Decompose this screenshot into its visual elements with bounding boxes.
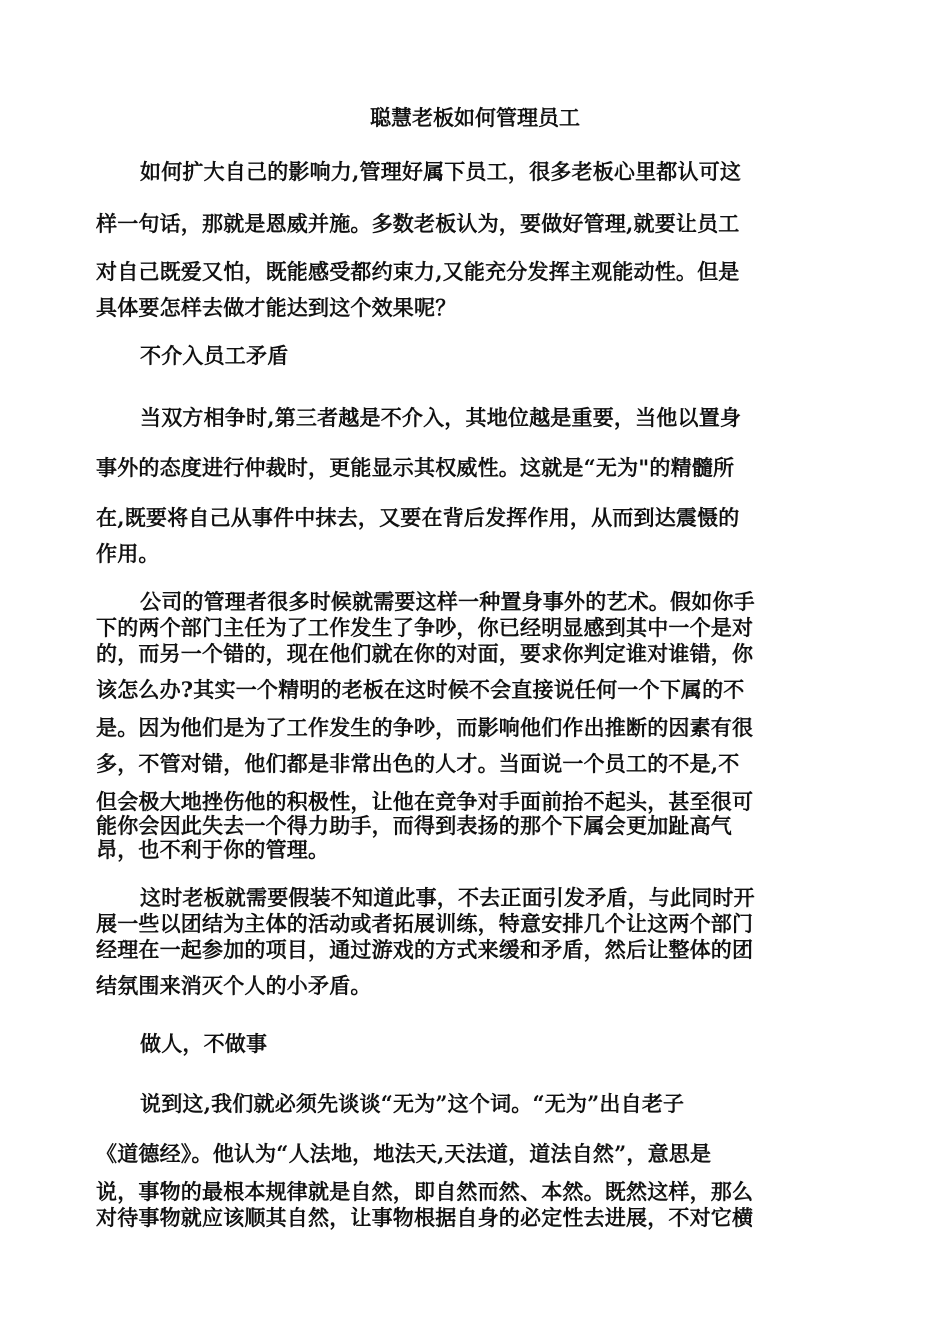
paragraph-line: 的，而另一个错的，现在他们就在你的对面，要求你判定谁对谁错，你 [96,641,754,666]
paragraph-line: 说到这,我们就必须先谈谈“无为”这个词。“无为”出自老子 [140,1091,685,1116]
paragraph-line: 经理在一起参加的项目，通过游戏的方式来缓和矛盾，然后让整体的团 [96,937,754,962]
paragraph-line: 公司的管理者很多时候就需要这样一种置身事外的艺术。假如你手 [140,589,755,614]
paragraph-line: 这时老板就需要假装不知道此事，不去正面引发矛盾，与此同时开 [140,885,755,910]
paragraph-line: 如何扩大自己的影响力,管理好属下员工，很多老板心里都认可这 [140,159,742,184]
paragraph-line: 多，不管对错，他们都是非常出色的人才。当面说一个员工的不是,不 [96,751,740,776]
paragraph-line: 具体要怎样去做才能达到这个效果呢？ [96,295,457,320]
paragraph-line: 下的两个部门主任为了工作发生了争吵，你已经明显感到其中一个是对 [96,615,754,640]
paragraph-line: 《道德经》。他认为“人法地，地法天,天法道，道法自然”，意思是 [96,1141,712,1166]
paragraph-line: 该怎么办?其实一个精明的老板在这时候不会直接说任何一个下属的不 [96,677,745,702]
paragraph-line: 但会极大地挫伤他的积极性，让他在竞争对手面前抬不起头，甚至很可 [96,789,754,814]
paragraph-line: 在,既要将自己从事件中抹去，又要在背后发挥作用，从而到达震慑的 [96,505,740,530]
paragraph-line: 对待事物就应该顺其自然，让事物根据自身的必定性去进展，不对它横 [96,1205,754,1230]
paragraph-line: 作用。 [96,541,160,566]
paragraph-line: 对自己既爱又怕，既能感受都约束力,又能充分发挥主观能动性。但是 [96,259,740,284]
paragraph-line: 事外的态度进行仲裁时，更能显示其权威性。这就是“无为"的精髓所 [96,455,735,480]
paragraph-line: 结氛围来消灭个人的小矛盾。 [96,973,372,998]
section-heading: 做人，不做事 [140,1031,268,1056]
document-title: 聪慧老板如何管理员工 [370,105,580,130]
paragraph-line: 当双方相争时,第三者越是不介入，其地位越是重要，当他以置身 [140,405,742,430]
paragraph-line: 说，事物的最根本规律就是自然，即自然而然、本然。既然这样，那么 [96,1179,754,1204]
paragraph-line: 是。因为他们是为了工作发生的争吵，而影响他们作出推断的因素有很 [96,715,754,740]
paragraph-line: 展一些以团结为主体的活动或者拓展训练，特意安排几个让这两个部门 [96,911,754,936]
paragraph-line: 样一句话，那就是恩威并施。多数老板认为，要做好管理,就要让员工 [96,211,740,236]
paragraph-line: 昂，也不利于你的管理。 [96,837,330,862]
section-heading: 不介入员工矛盾 [140,343,289,368]
paragraph-line: 能你会因此失去一个得力助手，而得到表扬的那个下属会更加趾高气 [96,813,732,838]
